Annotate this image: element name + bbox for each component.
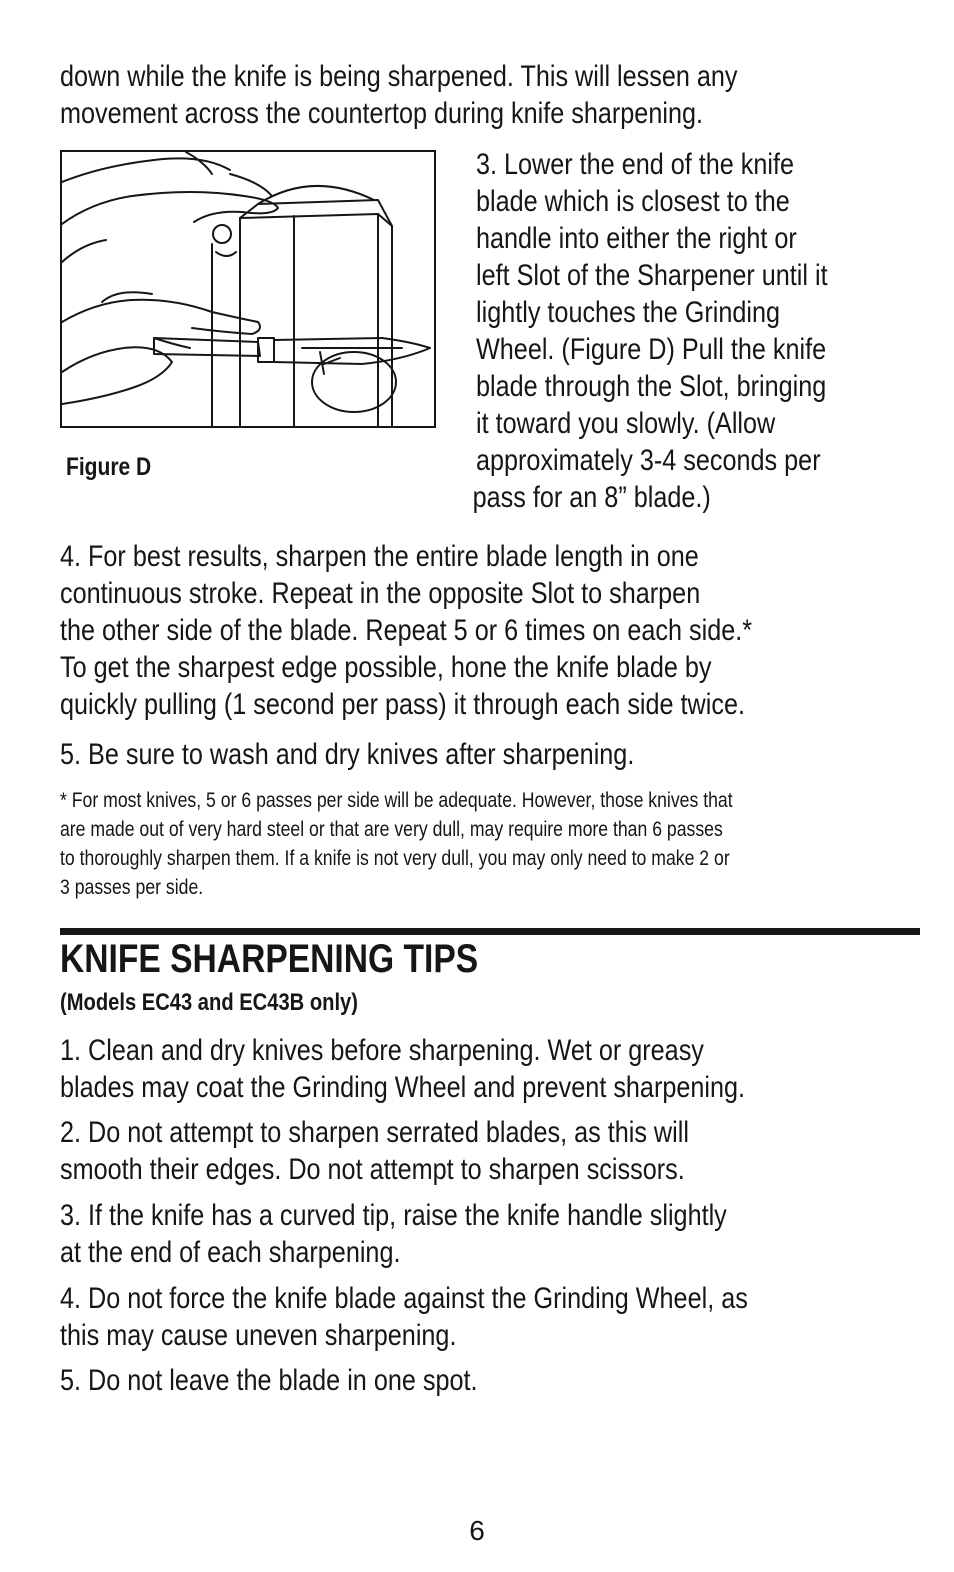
text-line: smooth their edges. Do not attempt to sharpen scissors. <box>60 1153 685 1186</box>
text-line: 3. Lower the end of the knife <box>476 148 795 181</box>
intro-paragraph <box>60 58 738 132</box>
text-line: lightly touches the Grinding <box>476 296 780 329</box>
tip-3 <box>60 1197 727 1271</box>
text-line: To get the sharpest edge possible, hone the knife blade by <box>60 651 712 684</box>
text-line: 4. Do not force the knife blade against the Grinding Wheel, as <box>60 1282 748 1315</box>
text-line: blade through the Slot, bringing <box>476 370 827 403</box>
figure-d-illustration <box>60 150 436 428</box>
text-line: pass for an 8” blade.) <box>472 481 711 514</box>
footnote-line: * For most knives, 5 or 6 passes per side will be adequate. However, those knives that <box>60 789 733 812</box>
text-line: it toward you slowly. (Allow <box>476 407 776 440</box>
text-line: the other side of the blade. Repeat 5 or 6 times on each side.* <box>60 614 753 647</box>
text-line: quickly pulling (1 second per pass) it through each side twice. <box>60 688 745 721</box>
text-line: movement across the countertop during knife sharpening. <box>60 97 703 130</box>
text-line: 2. Do not attempt to sharpen serrated blades, as this will <box>60 1116 689 1149</box>
section-subheading: (Models EC43 and EC43B only) <box>60 989 358 1016</box>
footnote-line: 3 passes per side. <box>60 876 204 899</box>
footnote-line: to thoroughly sharpen them. If a knife is not very dull, you may only need to make 2 or <box>60 847 730 870</box>
text-line: blades may coat the Grinding Wheel and prevent sharpening. <box>60 1071 746 1104</box>
text-line: approximately 3-4 seconds per <box>476 444 821 477</box>
section-divider <box>60 928 920 935</box>
tip-4 <box>60 1280 748 1354</box>
text-line: handle into either the right or <box>476 222 797 255</box>
text-line: 3. If the knife has a curved tip, raise the knife handle slightly <box>60 1199 727 1232</box>
text-line: 4. For best results, sharpen the entire blade length in one <box>60 540 699 573</box>
text-line: this may cause uneven sharpening. <box>60 1319 457 1352</box>
footnote <box>60 786 733 902</box>
page-number: 6 <box>469 1515 485 1546</box>
section-heading: KNIFE SHARPENING TIPS <box>60 937 479 981</box>
tip-2 <box>60 1114 689 1188</box>
text-line: left Slot of the Sharpener until it <box>476 259 828 292</box>
figure-caption: Figure D <box>66 453 152 481</box>
text-line: continuous stroke. Repeat in the opposite Slot to sharpen <box>60 577 701 610</box>
text-line: blade which is closest to the <box>476 185 790 218</box>
tip-5 <box>60 1362 478 1399</box>
text-line: 1. Clean and dry knives before sharpening. Wet or greasy <box>60 1034 704 1067</box>
text-line: down while the knife is being sharpened. This will lessen any <box>60 60 738 93</box>
step-5-paragraph: 5. Be sure to wash and dry knives after sharpening. <box>60 738 635 771</box>
step-4-paragraph <box>60 538 752 723</box>
step-3-paragraph <box>472 146 828 516</box>
text-line: at the end of each sharpening. <box>60 1236 401 1269</box>
text-line: 5. Do not leave the blade in one spot. <box>60 1364 478 1397</box>
tip-1 <box>60 1032 745 1106</box>
text-line: Wheel. (Figure D) Pull the knife <box>476 333 827 366</box>
footnote-line: are made out of very hard steel or that are very dull, may require more than 6 passes <box>60 818 723 841</box>
